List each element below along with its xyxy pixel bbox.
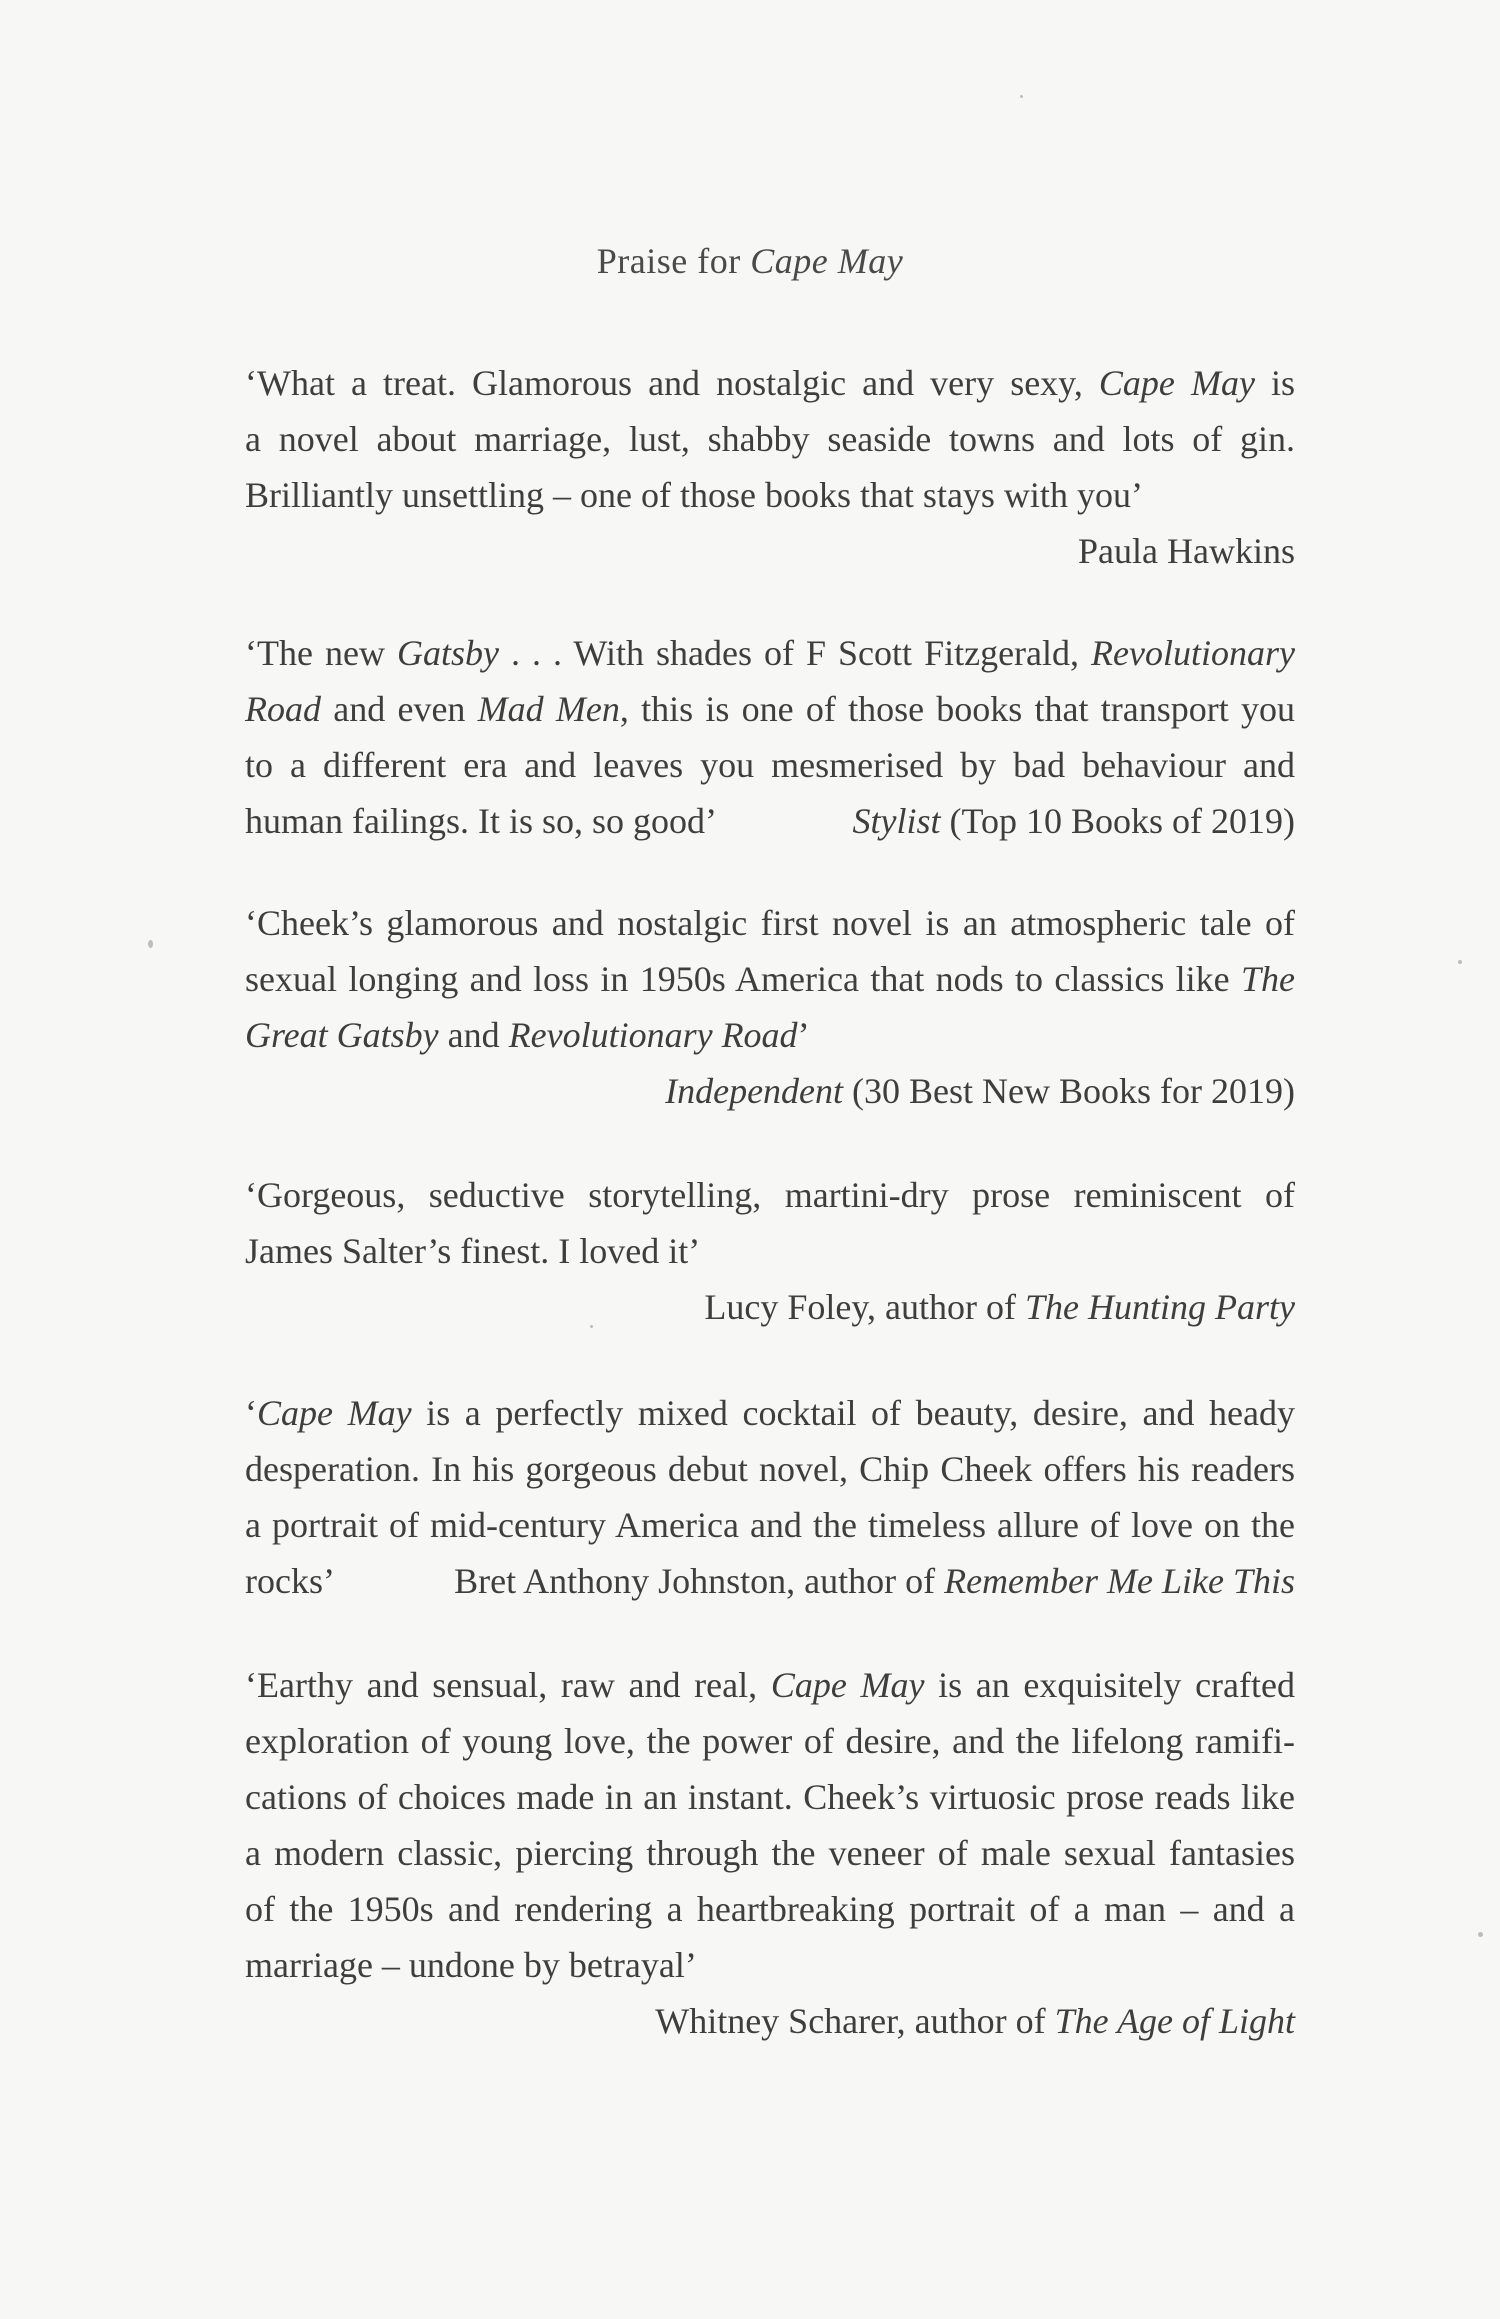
quote-line: a portrait of mid-century America and the timeless allure of love on the bbox=[245, 1505, 1295, 1545]
quote-source: Stylist (Top 10 Books of 2019) bbox=[852, 801, 1295, 841]
quote-attribution: Paula Hawkins bbox=[1078, 531, 1295, 571]
quote-line: to a different era and leaves you mesmerised by bad behaviour and bbox=[245, 745, 1295, 785]
quote-attribution: Whitney Scharer, author of The Age of Light bbox=[655, 2001, 1295, 2041]
heading-book-title: Cape May bbox=[750, 241, 904, 281]
quote-bret-anthony-johnston bbox=[245, 1385, 1295, 1609]
quote-line-with-source bbox=[245, 793, 1295, 849]
quote-line: ‘Cheek’s glamorous and nostalgic first novel is an atmospheric tale of bbox=[245, 903, 1295, 943]
quote-line: human failings. It is so, so good’ bbox=[245, 801, 717, 841]
quote-stylist bbox=[245, 625, 1295, 849]
quote-line: sexual longing and loss in 1950s America that nods to classics like The bbox=[245, 959, 1295, 999]
scan-speck bbox=[148, 940, 153, 948]
quote-line: exploration of young love, the power of desire, and the lifelong ramifi- bbox=[245, 1721, 1295, 1761]
quote-line: desperation. In his gorgeous debut novel, Chip Cheek offers his readers bbox=[245, 1449, 1295, 1489]
quote-line: ‘Gorgeous, seductive storytelling, martini-dry prose reminiscent of bbox=[245, 1175, 1295, 1215]
quote-attribution: Bret Anthony Johnston, author of Remember Me Like This bbox=[454, 1561, 1295, 1601]
quote-line: ‘What a treat. Glamorous and nostalgic and very sexy, Cape May is bbox=[245, 363, 1295, 403]
quote-paula-hawkins bbox=[245, 355, 1295, 579]
quote-line: a novel about marriage, lust, shabby seaside towns and lots of gin. bbox=[245, 419, 1295, 459]
quote-source: Independent (30 Best New Books for 2019) bbox=[665, 1071, 1295, 1111]
quote-line-with-attribution bbox=[245, 1553, 1295, 1609]
quote-lucy-foley bbox=[245, 1167, 1295, 1335]
scan-speck bbox=[1458, 960, 1462, 964]
scan-speck bbox=[1020, 95, 1023, 98]
quote-line: of the 1950s and rendering a heartbreaking portrait of a man – and a bbox=[245, 1889, 1295, 1929]
quote-line: James Salter’s finest. I loved it’ bbox=[245, 1231, 701, 1271]
quote-line: ‘Cape May is a perfectly mixed cocktail of beauty, desire, and heady bbox=[245, 1393, 1295, 1433]
quote-line: Road and even Mad Men, this is one of those books that transport you bbox=[245, 689, 1295, 729]
quote-whitney-scharer bbox=[245, 1657, 1295, 2049]
quote-line: Brilliantly unsettling – one of those books that stays with you’ bbox=[245, 475, 1143, 515]
quote-line: ‘Earthy and sensual, raw and real, Cape May is an exquisitely crafted bbox=[245, 1665, 1295, 1705]
quote-line: marriage – undone by betrayal’ bbox=[245, 1945, 697, 1985]
quote-attribution: Lucy Foley, author of The Hunting Party bbox=[704, 1287, 1295, 1327]
heading-prefix: Praise for bbox=[596, 241, 741, 281]
quote-line: a modern classic, piercing through the veneer of male sexual fantasies bbox=[245, 1833, 1295, 1873]
scan-speck bbox=[590, 1325, 593, 1328]
quote-line: Great Gatsby and Revolutionary Road’ bbox=[245, 1015, 810, 1055]
quote-line: ‘The new Gatsby . . . With shades of F Scott Fitzgerald, Revolutionary bbox=[245, 633, 1295, 673]
quote-independent bbox=[245, 895, 1295, 1119]
quote-line: cations of choices made in an instant. Cheek’s virtuosic prose reads like bbox=[245, 1777, 1295, 1817]
scan-speck bbox=[1478, 1932, 1483, 1937]
page-heading bbox=[0, 240, 1500, 282]
quote-line: rocks’ bbox=[245, 1561, 335, 1601]
